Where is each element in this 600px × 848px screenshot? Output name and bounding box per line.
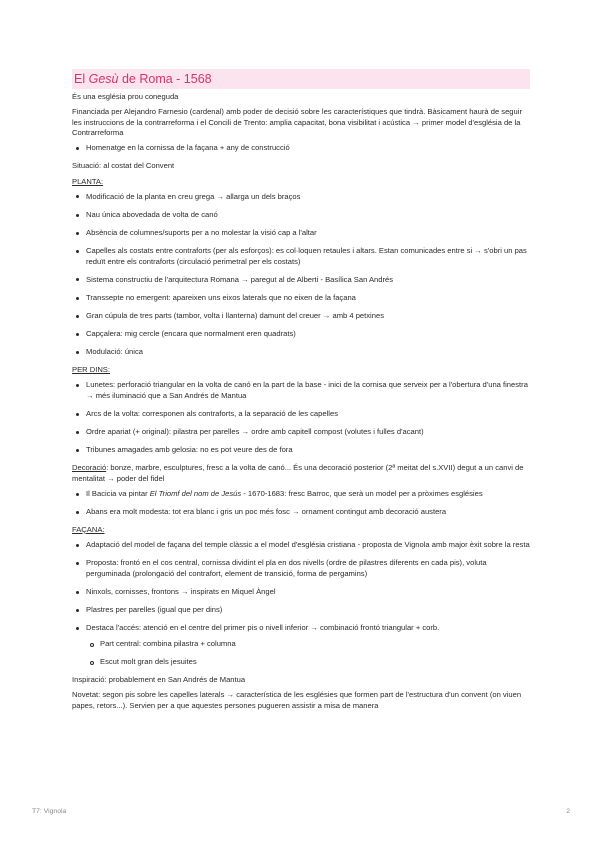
document-page xyxy=(72,69,530,716)
footer-chapter: T7: Vignola xyxy=(32,808,67,815)
inspiracio-paragraph: Inspiració: probablement en San Andrés de Mantua xyxy=(72,675,246,685)
list-item: Arcs de la volta: corresponen als contraforts, a la separació de les capelles xyxy=(86,409,530,420)
planta-list xyxy=(72,192,530,358)
list-item: Transsepte no emergent: apareixen uns eixos laterals que no eixen de la façana xyxy=(86,293,530,304)
section-heading-per-dins: PER DINS: xyxy=(72,365,110,375)
list-item: Gran cúpula de tres parts (tambor, volta i llanterna) damunt del creuer → amb 4 petxines xyxy=(86,311,530,322)
decoracio-paragraph: Decoració: bonze, marbre, esculptures, fresc a la volta de canó... És una decoració posterior (2ª meitat del s.XVII) degut a un canvi de mentalitat → poder del fidel xyxy=(72,463,524,483)
list-item: Capelles als costats entre contraforts (per als esforços): es col·loquen retaules i altars. Estan comunicades entre si → s'obri un pas reduït entre els contraforts (circulació perimetral per els costats) xyxy=(86,246,530,267)
list-item: Destaca l'accés: atenció en el centre del primer pis o nivell inferior → combinació frontó triangular + corb. Part central: combina pilastra + columna Escut molt gran dels jesuites xyxy=(86,623,530,668)
list-item: Modificació de la planta en creu grega → allarga un dels braços xyxy=(86,192,530,203)
decoracio-list xyxy=(72,489,530,518)
list-item: Nau única abovedada de volta de canó xyxy=(86,210,530,221)
list-item: Homenatge en la cornissa de la façana + any de construcció xyxy=(86,143,530,154)
list-item: Plastres per parelles (igual que per dins) xyxy=(86,605,530,616)
page-number: 2 xyxy=(566,808,570,815)
situacio-paragraph: Situació: al costat del Convent xyxy=(72,161,175,171)
sub-list-item: Part central: combina pilastra + columna xyxy=(100,639,530,650)
intro-paragraph: Financiada per Alejandro Farnesio (cardenal) amb poder de decisió sobre les característiques que tindrà. Bàsicament haurà de seguir les instruccions de la contrarreforma i el Concili de Trento: amplia capacitat, bona visibilitat i acústica → primer model d'església de la Contrarreforma xyxy=(72,107,522,138)
facana-list xyxy=(72,540,530,668)
list-item: Capçalera: mig cercle (encara que normalment eren quadrats) xyxy=(86,329,530,340)
list-item: Abans era molt modesta: tot era blanc i gris un poc més fosc → ornament contingut amb decoració austera xyxy=(86,507,530,518)
list-item: Ninxols, cornisses, frontons → inspirats en Miquel Àngel xyxy=(86,587,530,598)
novetat-paragraph: Novetat: segon pis sobre les capelles laterals → característica de les esglésies que formen part de l'estructura d'un convent (on viuen papes, retors...). Servien per a que aquestes persones pugueren assistir a misa de manera xyxy=(72,690,522,711)
intro-list xyxy=(72,143,530,154)
decoracio-label: Decoració xyxy=(72,463,107,473)
list-item: Sistema constructiu de l'arquitectura Romana → paregut al de Alberti - Basílica San Andrés xyxy=(86,275,530,286)
section-heading-planta: PLANTA: xyxy=(72,176,104,186)
list-item: Modulació: única xyxy=(86,347,530,358)
facana-sublist xyxy=(86,639,530,668)
intro-paragraph: És una església prou coneguda xyxy=(72,92,179,101)
list-item: Absència de columnes/suports per a no molestar la visió cap a l'altar xyxy=(86,228,530,239)
list-item: Lunetes: perforació triangular en la volta de canó en la part de la base - inici de la cornisa que serveix per a l'obertura d'una finestra → més iluminació que a San Andrés de Mantua xyxy=(86,380,530,401)
list-item: Tribunes amagades amb gelosia: no es pot veure des de fora xyxy=(86,445,530,456)
list-item: Il Bacicia va pintar El Triomf del nom de Jesús - 1670-1683: fresc Barroc, que serà un model per a pròximes esglésies xyxy=(86,489,530,500)
sub-list-item: Escut molt gran dels jesuites xyxy=(100,657,530,668)
section-heading-facana: FAÇANA: xyxy=(72,525,105,535)
page-title: El Gesù de Roma - 1568 xyxy=(72,69,530,89)
list-item: Adaptació del model de façana del temple clàssic a el model d'església cristiana - proposta de Vignola amb major èxit sobre la resta xyxy=(86,540,530,550)
list-item: Proposta: frontó en el cos central, cornissa dividint el pla en dos nivells (ordre de pilastres diferents en cada pis), voluta perguminada (prolongació del contrafort, element de transició, forma de pergamins) xyxy=(86,558,530,579)
list-item: Ordre apariat (+ original): pilastra per parelles → ordre amb capitell compost (volutes i fulles d'acant) xyxy=(86,427,530,438)
per-dins-list xyxy=(72,380,530,455)
